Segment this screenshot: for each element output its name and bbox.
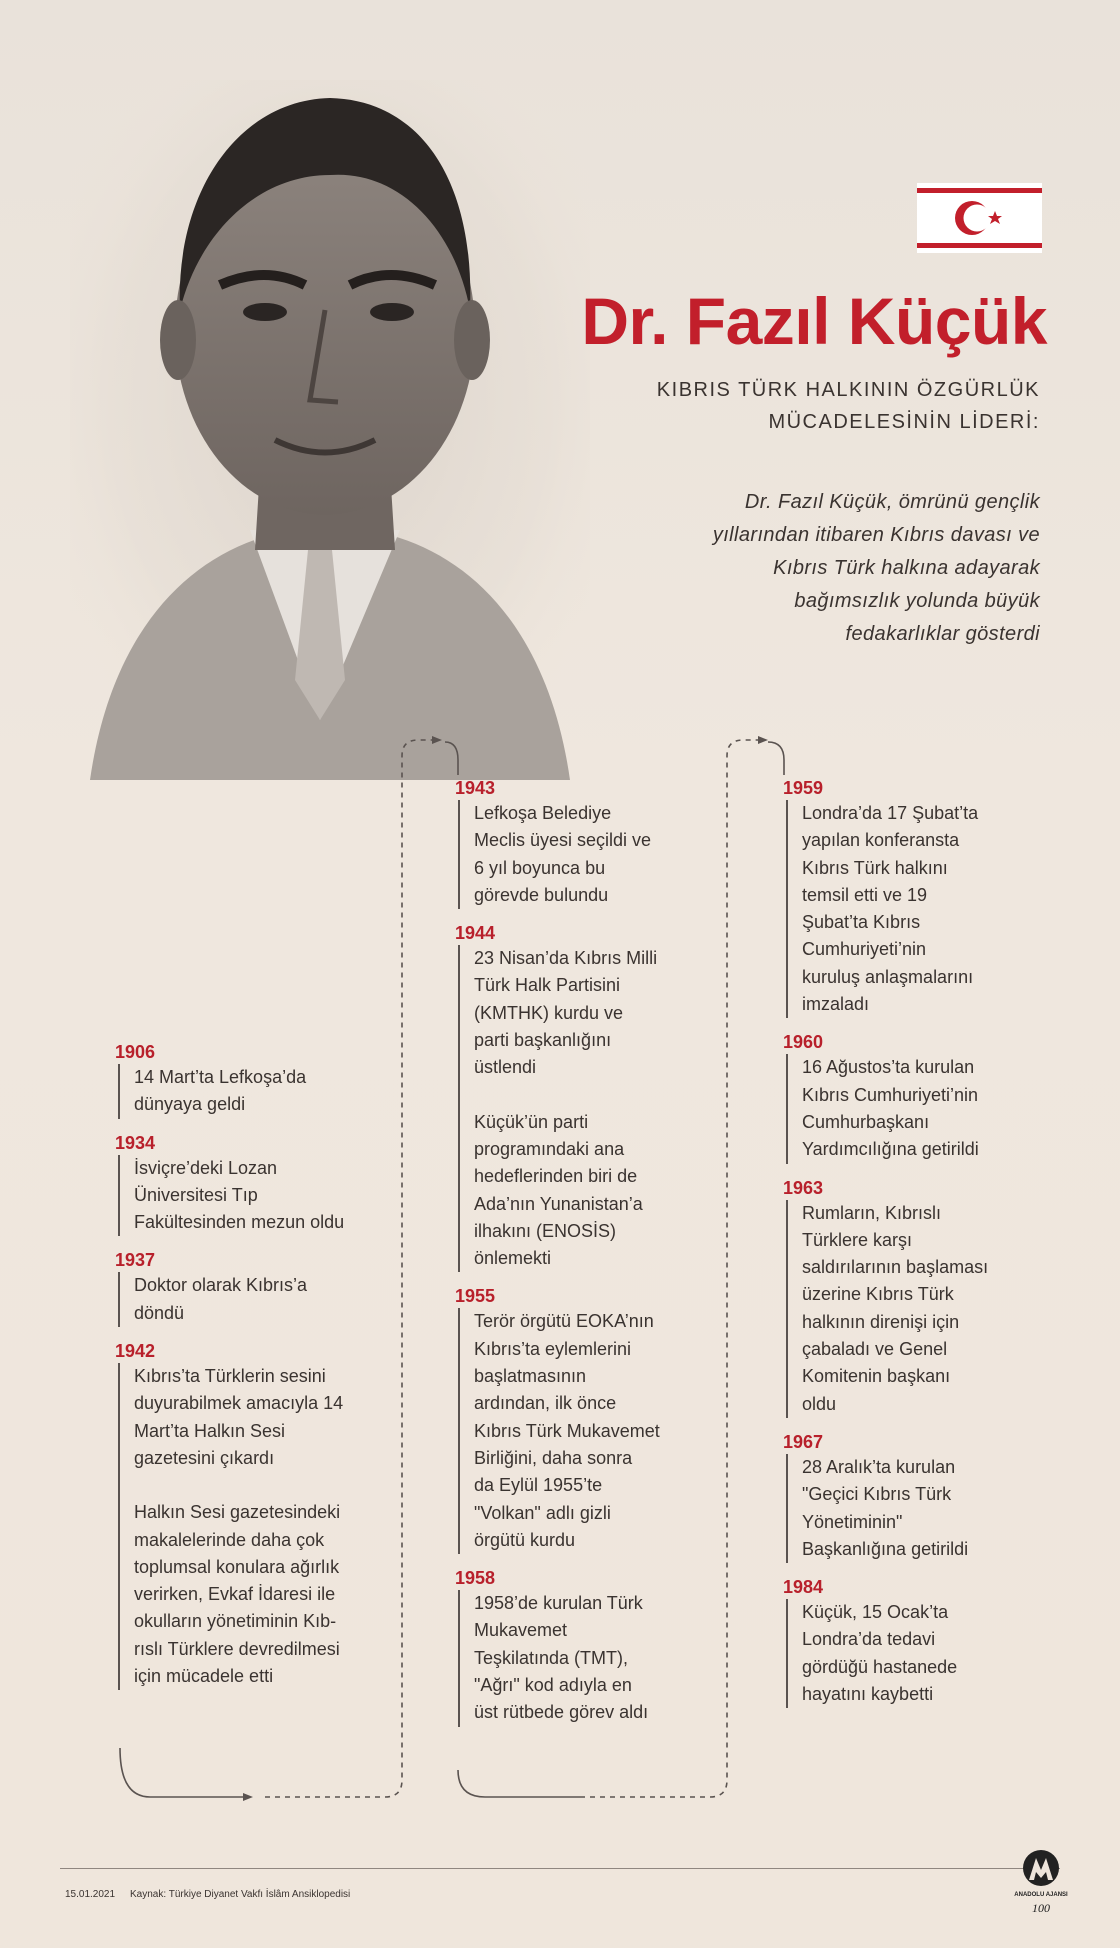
entry-line: makalelerinde daha çok: [134, 1529, 325, 1550]
entry-line: temsil etti ve 19: [802, 884, 928, 905]
entry-line: üzerine Kıbrıs Türk: [802, 1284, 954, 1305]
entry-line: Ada’nın Yunanistan’a: [474, 1193, 643, 1214]
timeline-entry: [115, 1131, 385, 1237]
entry-line: Mart’ta Halkın Sesi: [134, 1420, 286, 1441]
entry-line: 6 yıl boyunca bu: [474, 857, 606, 878]
timeline-entry: [783, 1176, 1053, 1418]
entry-line: hedeflerinden biri de: [474, 1166, 638, 1187]
entry-line: Kıbrıs’ta Türklerin sesini: [134, 1366, 326, 1387]
timeline-year: 1943: [455, 778, 496, 798]
timeline-column-1: [115, 1040, 385, 1702]
footer-date: 15.01.2021: [65, 1889, 116, 1900]
entry-line: rıslı Türklere devredilmesi: [134, 1638, 340, 1659]
entry-line: oldu: [802, 1393, 837, 1414]
lead-line: bağımsızlık yolunda büyük: [794, 590, 1040, 612]
entry-line: Mukavemet: [474, 1620, 568, 1641]
timeline-column-3: [783, 776, 1053, 1720]
trnc-flag-icon: [917, 183, 1042, 253]
lead-line: yıllarından itibaren Kıbrıs davası ve: [712, 524, 1040, 546]
entry-line: dünyaya geldi: [134, 1094, 246, 1115]
entry-line: Şubat’ta Kıbrıs: [802, 912, 921, 933]
entry-line: Cumhurbaşkanı: [802, 1111, 930, 1132]
entry-line: 23 Nisan’da Kıbrıs Milli: [474, 948, 658, 969]
entry-line: 28 Aralık’ta kurulan: [802, 1456, 956, 1477]
entry-line: Kıbrıs Cumhuriyeti’nin: [802, 1084, 979, 1105]
page-title: Dr. Fazıl Küçük: [581, 284, 1047, 358]
entry-line: "Geçici Kıbrıs Türk: [802, 1484, 952, 1505]
logo-badge: 100: [1032, 1901, 1050, 1915]
timeline-entry: [115, 1339, 385, 1690]
timeline-entry: [783, 1030, 1053, 1163]
entry-line: çabaladı ve Genel: [802, 1339, 948, 1360]
entry-line: başlatmasının: [474, 1366, 587, 1387]
entry-line: 1958’de kurulan Türk: [474, 1593, 643, 1614]
entry-line: okulların yönetiminin Kıb-: [134, 1611, 337, 1632]
entry-line: Cumhuriyeti’nin: [802, 939, 927, 960]
entry-line: döndü: [134, 1302, 185, 1323]
entry-line: örgütü kurdu: [474, 1529, 576, 1550]
timeline-year: 1960: [783, 1032, 824, 1053]
entry-line: Birliğini, daha sonra: [474, 1447, 633, 1468]
entry-line: 16 Ağustos’ta kurulan: [802, 1057, 975, 1078]
entry-line: gördüğü hastanede: [802, 1656, 958, 1677]
entry-line: Yönetiminin": [802, 1511, 903, 1532]
entry-line: Kıbrıs’ta eylemlerini: [474, 1338, 632, 1359]
timeline-year: 1959: [783, 778, 824, 798]
entry-line: önlemekti: [474, 1248, 552, 1269]
entry-line: programındaki ana: [474, 1138, 625, 1159]
subtitle: [600, 374, 1040, 438]
timeline-entry: [455, 776, 725, 909]
entry-line: İsviçre’deki Lozan: [134, 1157, 278, 1178]
timeline-entry: [455, 1566, 725, 1726]
timeline-year: 1967: [783, 1431, 824, 1452]
entry-line: gazetesini çıkardı: [134, 1447, 275, 1468]
timeline-year: 1934: [115, 1132, 156, 1153]
entry-line: Küçük, 15 Ocak’ta: [802, 1602, 949, 1623]
entry-line: 14 Mart’ta Lefkoşa’da: [134, 1067, 307, 1087]
entry-line: Yardımcılığına getirildi: [802, 1139, 979, 1160]
entry-line: toplumsal konulara ağırlık: [134, 1556, 340, 1577]
timeline-year: 1955: [455, 1286, 496, 1307]
entry-line: da Eylül 1955’te: [474, 1475, 603, 1496]
lead-line: Kıbrıs Türk halkına adayarak: [773, 557, 1040, 579]
timeline-column-2: [455, 776, 725, 1739]
subtitle-line: KIBRIS TÜRK HALKININ ÖZGÜRLÜK: [656, 379, 1040, 401]
entry-line: Kıbrıs Türk halkını: [802, 857, 948, 878]
entry-line: yapılan konferansta: [802, 830, 960, 851]
entry-line: Küçük’ün parti: [474, 1111, 589, 1132]
anadolu-ajansi-logo: [1014, 1848, 1068, 1922]
entry-line: üst rütbede görev aldı: [474, 1702, 649, 1723]
timeline-entry: [783, 776, 1053, 1018]
entry-line: hayatını kaybetti: [802, 1684, 934, 1705]
timeline-year: 1958: [455, 1568, 496, 1589]
entry-line: imzaladı: [802, 994, 870, 1015]
timeline-year: 1984: [783, 1577, 824, 1598]
entry-line: Rumların, Kıbrıslı: [802, 1202, 942, 1223]
timeline-year: 1906: [115, 1042, 156, 1062]
entry-line: Türklere karşı: [802, 1229, 913, 1250]
entry-line: saldırılarının başlaması: [802, 1257, 989, 1278]
timeline-year: 1944: [455, 923, 496, 944]
portrait-photo: [70, 80, 590, 780]
entry-line: verirken, Evkaf İdaresi ile: [134, 1584, 336, 1605]
timeline-entry: [115, 1248, 385, 1327]
entry-line: ardından, ilk önce: [474, 1393, 617, 1414]
entry-line: duyurabilmek amacıyla 14: [134, 1393, 344, 1414]
entry-line: için mücadele etti: [134, 1666, 274, 1687]
entry-line: Halkın Sesi gazetesindeki: [134, 1502, 341, 1523]
entry-line: Türk Halk Partisini: [474, 975, 621, 996]
entry-line: ilhakını (ENOSİS): [474, 1220, 617, 1241]
entry-line: Kıbrıs Türk Mukavemet: [474, 1420, 660, 1441]
lead-text: [640, 486, 1040, 651]
timeline-entry: [455, 1284, 725, 1554]
timeline-year: 1942: [115, 1341, 156, 1362]
lead-line: Dr. Fazıl Küçük, ömrünü gençlik: [744, 491, 1040, 513]
timeline-entry: [115, 1040, 385, 1119]
lead-line: fedakarlıklar gösterdi: [845, 623, 1040, 645]
entry-line: "Volkan" adlı gizli: [474, 1502, 611, 1523]
entry-line: parti başkanlığını: [474, 1030, 612, 1051]
timeline-entry: [783, 1430, 1053, 1563]
footer-divider: [60, 1868, 1060, 1869]
subtitle-line: MÜCADELESİNİN LİDERİ:: [768, 411, 1040, 433]
entry-line: Terör örgütü EOKA’nın: [474, 1311, 654, 1332]
logo-text: ANADOLU AJANSI: [1014, 1892, 1068, 1898]
timeline-year: 1963: [783, 1177, 824, 1198]
entry-line: Lefkoşa Belediye: [474, 803, 612, 823]
entry-line: üstlendi: [474, 1057, 537, 1078]
entry-line: kuruluş anlaşmalarını: [802, 966, 974, 987]
entry-line: (KMTHK) kurdu ve: [474, 1002, 624, 1023]
timeline-entry: [783, 1575, 1053, 1708]
entry-line: Üniversitesi Tıp: [134, 1184, 258, 1205]
entry-line: Londra’da tedavi: [802, 1629, 936, 1650]
entry-line: Başkanlığına getirildi: [802, 1538, 969, 1559]
entry-line: Fakültesinden mezun oldu: [134, 1212, 345, 1233]
timeline-year: 1937: [115, 1250, 156, 1271]
entry-line: görevde bulundu: [474, 884, 609, 905]
timeline-entry: [455, 921, 725, 1272]
entry-line: Doktor olarak Kıbrıs’a: [134, 1275, 308, 1296]
entry-line: Londra’da 17 Şubat’ta: [802, 803, 979, 823]
entry-line: "Ağrı" kod adıyla en: [474, 1675, 632, 1696]
entry-line: Teşkilatında (TMT),: [474, 1647, 629, 1668]
entry-line: Komitenin başkanı: [802, 1366, 951, 1387]
footer-source: Kaynak: Türkiye Diyanet Vakfı İslâm Ansiklopedisi: [130, 1889, 351, 1900]
entry-line: Meclis üyesi seçildi ve: [474, 830, 652, 851]
entry-line: halkının direnişi için: [802, 1311, 960, 1332]
